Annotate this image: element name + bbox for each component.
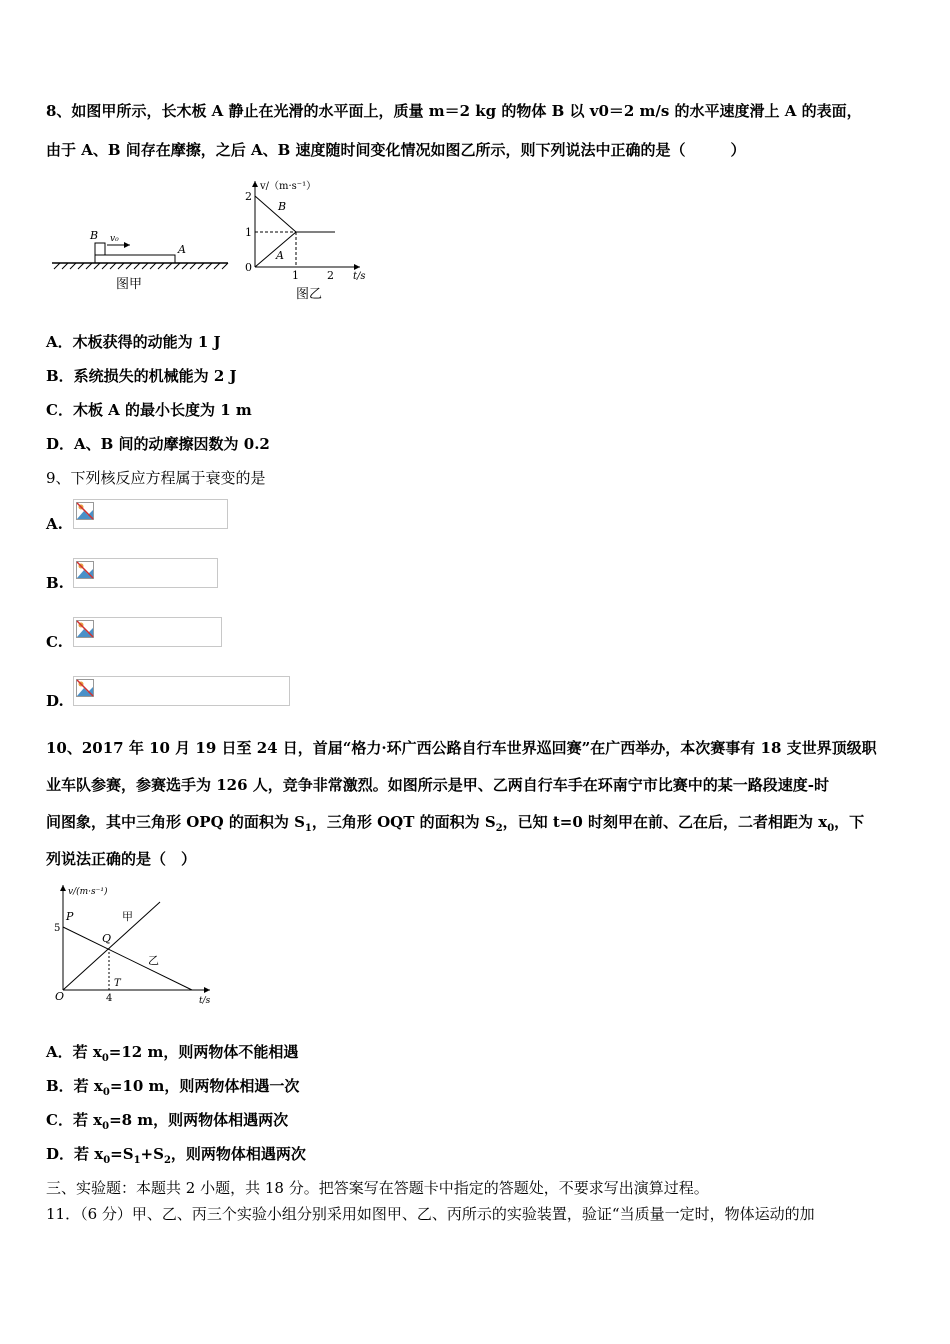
label-B: B xyxy=(278,200,287,213)
q8-option-d: D．A、B 间的动摩擦因数为 0.2 xyxy=(46,435,270,453)
broken-image-icon xyxy=(76,620,94,638)
y-tick-2: 2 xyxy=(245,190,252,203)
q10-figure xyxy=(50,880,230,1010)
broken-image-icon xyxy=(76,502,94,520)
caption-jia: 图甲 xyxy=(116,277,143,292)
x-tick-1: 1 xyxy=(292,269,299,282)
label-O: O xyxy=(55,990,65,1003)
q9-option-c-image xyxy=(73,617,222,647)
caption-yi: 图乙 xyxy=(296,287,323,302)
q10-option-a: A．若 $x_0=12$ m，则两物体不能相遇 xyxy=(46,1043,299,1064)
q9-option-b-label: B. xyxy=(46,574,64,592)
q8-line2: 由于 A、B 间存在摩擦，之后 A、B 速度随时间变化情况如图乙所示，则下列说法中正确的是（ ） xyxy=(46,141,746,159)
q9-option-d-label: D. xyxy=(46,692,64,710)
label-A: A xyxy=(178,243,186,256)
y-tick-1: 1 xyxy=(245,226,252,239)
q10-option-b: B．若 $x_0=10$ m，则两物体相遇一次 xyxy=(46,1077,300,1098)
broken-image-icon xyxy=(76,679,94,697)
label-B: B xyxy=(90,229,99,242)
q9-stem: 9、下列核反应方程属于衰变的是 xyxy=(46,469,266,487)
board-A xyxy=(95,255,175,263)
axis-ylabel: v/（m·s⁻¹） xyxy=(260,181,317,192)
q8-figure-yi xyxy=(240,175,380,305)
label-Q: Q xyxy=(102,932,112,945)
q10-option-d: D．若 $x_0=S_1+S_2$，则两物体相遇两次 xyxy=(46,1145,306,1166)
q9-option-b-image xyxy=(73,558,218,588)
tick-5: 5 xyxy=(54,923,61,934)
q8-option-c: C．木板 A 的最小长度为 1 m xyxy=(46,401,252,419)
ground-hatching xyxy=(52,263,228,269)
q10-line3: 间图象，其中三角形 OPQ 的面积为 $S_1$，三角形 OQT 的面积为 $S_2$，已知 t=0 时刻甲在前、乙在后，二者相距为 $x_0$，下 xyxy=(46,813,865,834)
broken-image-icon xyxy=(76,561,94,579)
label-v0: v₀ xyxy=(110,234,119,244)
q10-option-c: C．若 $x_0=8$ m，则两物体相遇两次 xyxy=(46,1111,289,1132)
q9-option-a-label: A. xyxy=(46,515,63,533)
q10-line2: 业车队参赛，参赛选手为 126 人，竞争非常激烈。如图所示是甲、乙两自行车手在环南宁市比赛中的某一路段速度-时 xyxy=(46,776,829,794)
q8-line1: 8、如图甲所示，长木板 A 静止在光滑的水平面上，质量 m＝2 kg 的物体 B 以 v0＝2 m/s 的水平速度滑上 A 的表面， xyxy=(46,102,862,120)
q9-option-d-image xyxy=(73,676,290,706)
axis-xlabel: t/s xyxy=(199,996,211,1006)
label-jia: 甲 xyxy=(122,910,133,923)
q10-line4: 列说法正确的是（ ） xyxy=(46,850,197,868)
label-P: P xyxy=(66,910,74,923)
q11-line1: 11．（6 分）甲、乙、丙三个实验小组分别采用如图甲、乙、丙所示的实验装置，验证“当质量一定时，物体运动的加 xyxy=(46,1205,815,1223)
line-B xyxy=(255,196,335,232)
q8-option-b: B．系统损失的机械能为 2 J xyxy=(46,367,237,385)
q8-option-a: A．木板获得的动能为 1 J xyxy=(46,333,221,351)
block-B xyxy=(95,243,105,255)
line-yi xyxy=(63,927,192,990)
y-tick-0: 0 xyxy=(245,261,252,274)
x-tick-2: 2 xyxy=(327,269,334,282)
section-3-heading: 三、实验题：本题共 2 小题，共 18 分。把答案写在答题卡中指定的答题处，不要求写出演算过程。 xyxy=(46,1179,709,1197)
q8-figure-jia xyxy=(50,225,240,300)
label-T: T xyxy=(114,978,121,989)
label-yi: 乙 xyxy=(148,954,159,967)
q10-line1: 10、2017 年 10 月 19 日至 24 日，首届“格力·环广西公路自行车世界巡回赛”在广西举办，本次赛事有 18 支世界顶级职 xyxy=(46,739,877,757)
q9-option-a-image xyxy=(73,499,228,529)
axis-ylabel: v/(m·s⁻¹) xyxy=(68,887,108,897)
line-jia xyxy=(63,902,160,990)
label-A: A xyxy=(276,249,284,262)
axis-xlabel: t/s xyxy=(353,271,366,282)
tick-4: 4 xyxy=(106,993,113,1004)
q9-option-c-label: C. xyxy=(46,633,63,651)
